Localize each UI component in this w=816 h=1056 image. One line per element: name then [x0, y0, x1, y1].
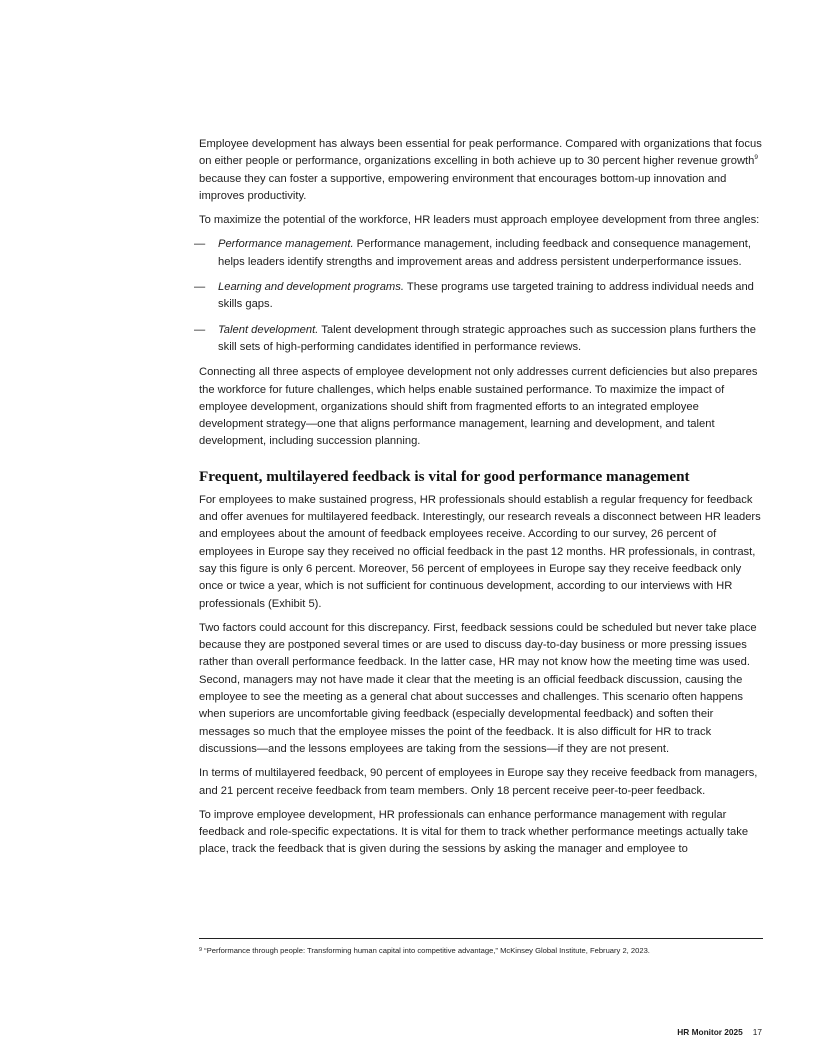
list-item	[194, 322, 763, 357]
dash-bullet: —	[194, 238, 206, 251]
section-paragraph: In terms of multilayered feedback, 90 percent of employees in Europe say they receive feedback from managers, and 21 percent receive feedback from team members. Only 18 percent receive peer-to-peer feedback.	[199, 767, 758, 797]
publication-title: HR Monitor 2025	[677, 1027, 743, 1037]
footnote	[199, 945, 763, 956]
dash-bullet: —	[194, 281, 206, 294]
footnote-reference[interactable]: 9	[754, 154, 759, 162]
list-item-text: Talent development through strategic approaches such as succession plans furthers the skill sets of high-performing candidates identified in performance reviews.	[218, 323, 756, 353]
list-item	[194, 236, 763, 271]
body-text	[194, 136, 763, 866]
footnote-number: 9	[199, 947, 203, 953]
list-item-text: These programs use targeted training to address individual needs and skills gaps.	[218, 281, 754, 311]
connecting-paragraph: Connecting all three aspects of employee development not only addresses current deficiencies but also prepares the workforce for future challenges, which helps enable sustained performance. To maximize the impact of employee development, organizations should shift from fragmented efforts to an integrated employee development strategy—one that aligns performance management, learning and development, and talent development, including succession planning.	[199, 366, 758, 448]
footnote-divider	[199, 938, 763, 939]
angles-intro-paragraph: To maximize the potential of the workforce, HR leaders must approach employee development from three angles:	[199, 214, 760, 227]
list-item-text: Performance management, including feedback and consequence management, helps leaders identify strengths and improvement areas and address persistent underperformance issues.	[218, 238, 751, 268]
page-footer	[677, 1027, 762, 1037]
section-heading: Frequent, multilayered feedback is vital for good performance management	[199, 467, 690, 485]
section-paragraph: Two factors could account for this discrepancy. First, feedback sessions could be scheduled but never take place because they are postponed several times or are used to discuss day-to-day business or more pressing issues rather than overall performance feedback. In the latter case, HR may not know how the meeting time was used. Second, managers may not have made it clear that the meeting is an official feedback discussion, causing the employee to see the meeting as a general chat about successes and challenges. This scenario often happens when superiors are uncomfortable giving feedback (especially developmental feedback) and soften their messages so much that the employee misses the point of the feedback. It is also difficult for HR to track discussions—and the lessons employees are taking from the sessions—if they are not present.	[199, 621, 757, 755]
list-item	[194, 279, 763, 314]
list-item-term: Talent development.	[218, 323, 319, 336]
list-item-term: Learning and development programs.	[218, 281, 404, 294]
intro-text-start: Employee development has always been essential for peak performance. Compared with organizations that focus on either people or performance, organizations excelling in both achieve up to 30 percent higher revenue growth	[199, 138, 762, 168]
angles-list	[194, 236, 763, 356]
intro-paragraph	[199, 136, 763, 205]
intro-text-end: because they can foster a supportive, empowering environment that encourages bottom-up innovation and improves productivity.	[199, 172, 727, 202]
page-number: 17	[752, 1027, 762, 1037]
section-paragraph: For employees to make sustained progress, HR professionals should establish a regular frequency for feedback and offer avenues for multilayered feedback. Interestingly, our research reveals a disconnect between HR leaders and employees about the amount of feedback employees receive. According to our survey, 26 percent of employees in Europe say they received no official feedback in the past 12 months. HR professionals, in contrast, say this figure is only 6 percent. Moreover, 56 percent of employees in Europe say they receive feedback only once or twice a year, which is not sufficient for continuous development, according to our interviews with HR professionals (Exhibit 5).	[199, 493, 761, 610]
footnote-text: “Performance through people: Transforming human capital into competitive advantage,” McKinsey Global Institute, February 2, 2023.	[202, 946, 650, 955]
list-item-term: Performance management.	[218, 238, 354, 251]
dash-bullet: —	[194, 323, 206, 336]
section-paragraph: To improve employee development, HR professionals can enhance performance management with regular feedback and role-specific expectations. It is vital for them to track whether performance meetings actually take place, track the feedback that is given during the sessions by asking the manager and employee to	[199, 808, 749, 856]
